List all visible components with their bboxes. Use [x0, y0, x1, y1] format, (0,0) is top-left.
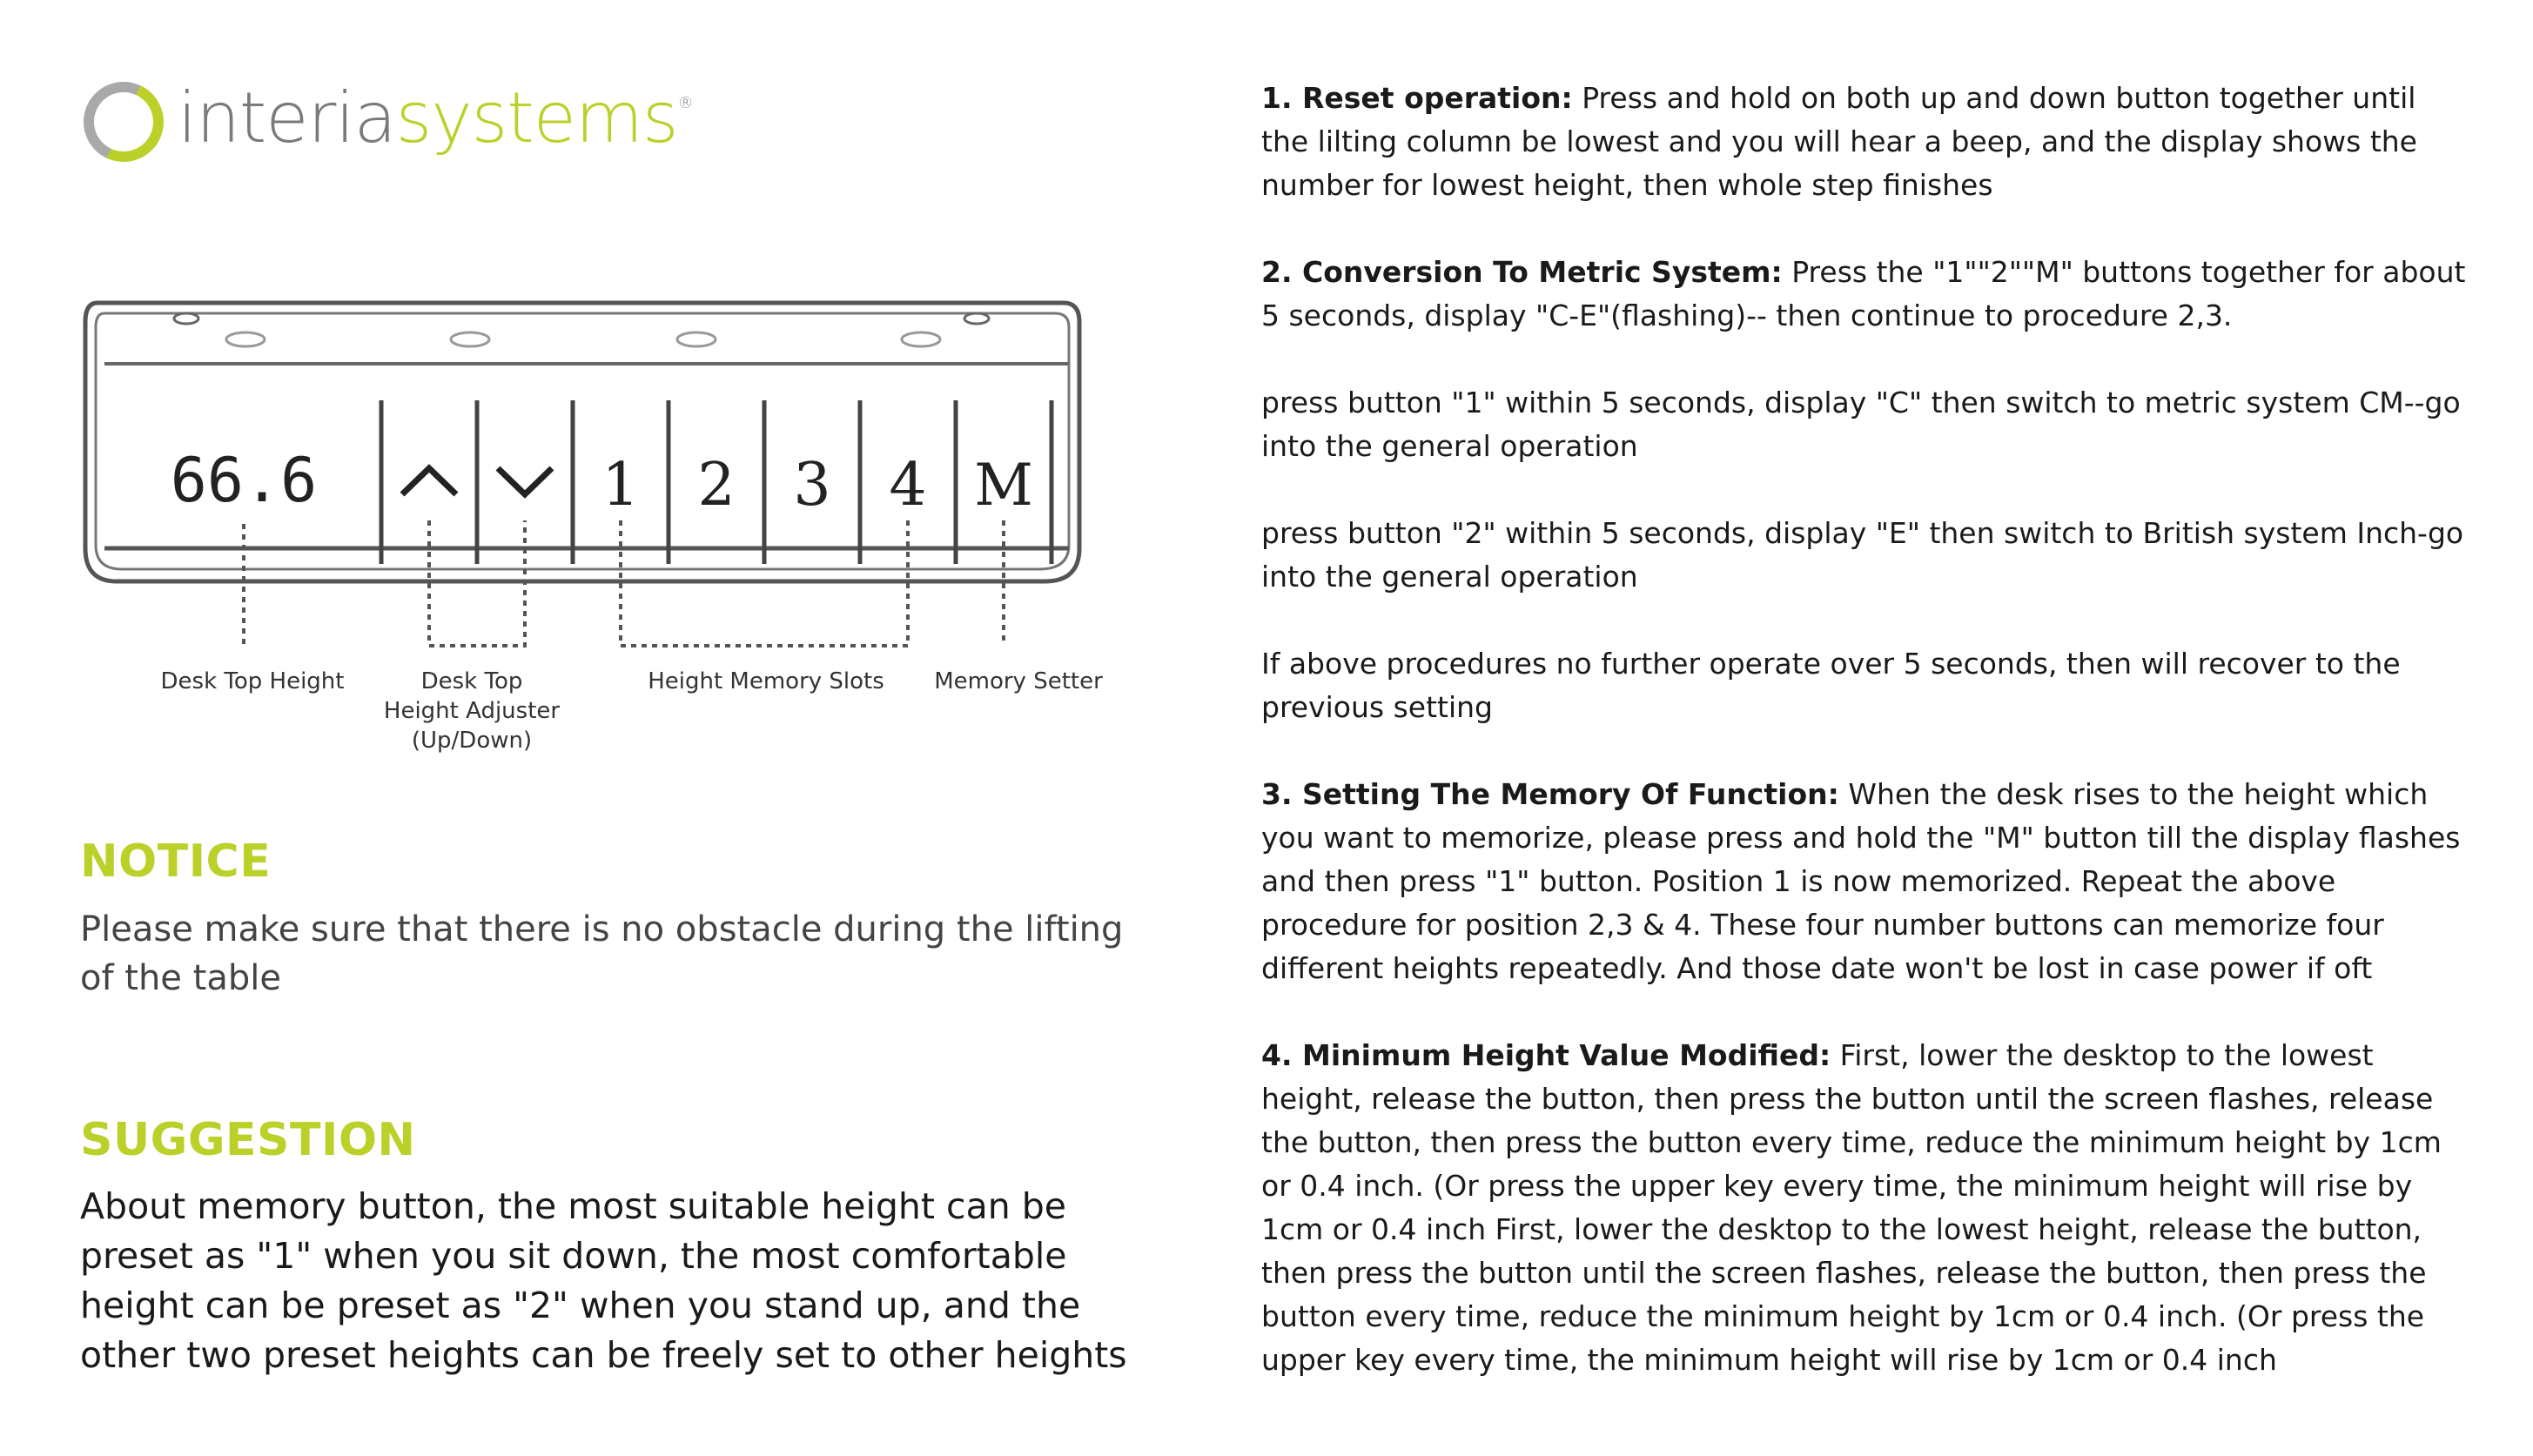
- instructions-column: [1261, 77, 2471, 1426]
- instruction-timeout: If above procedures no further operate over 5 seconds, then will recover to the previous setting: [1261, 647, 2401, 724]
- suggestion-title: SUGGESTION: [80, 1114, 416, 1166]
- height-display: 66.6: [170, 445, 318, 516]
- memory-2-button[interactable]: 2: [697, 451, 736, 520]
- notice-body: Please make sure that there is no obstacle during the lifting of the table: [80, 909, 1124, 998]
- instruction-british: press button "2" within 5 seconds, display "E" then switch to British system Inch-go into the general operation: [1261, 516, 2464, 594]
- notice-title: NOTICE: [80, 835, 272, 888]
- label-height-adjuster: Desk Top Height Adjuster (Up/Down): [383, 668, 561, 754]
- indicator-led-icon: [902, 332, 940, 346]
- logo-ring-icon: [72, 70, 175, 173]
- memory-4-button[interactable]: 4: [889, 451, 927, 520]
- label-desk-top-height: Desk Top Height: [160, 668, 345, 694]
- memory-1-button[interactable]: 1: [601, 451, 640, 520]
- company-logo: [80, 77, 693, 181]
- instruction-conversion: 2. Conversion To Metric System: Press the "1""2""M" buttons together for about 5 seconds, display "C-E"(flashing)-- then continue to procedure 2,3.: [1261, 255, 2466, 332]
- indicator-led-icon: [677, 332, 716, 346]
- instruction-memory: 3. Setting The Memory Of Function: When the desk rises to the height which you want to memorize, please press and hold the "M" button till the display flashes and then press "1" button. Position 1 is now memorized. Repeat the above procedure for position 2,3 & 4. These four number buttons can memorize four different heights repeatedly. And those date won't be lost in case power if oft: [1261, 777, 2461, 985]
- suggestion-body: About memory button, the most suitable height can be preset as "1" when you sit down, the most comfortable height can be preset as "2" when you stand up, and the other two preset heights can be freely set to other heights: [80, 1185, 1127, 1376]
- indicator-led-icon: [451, 332, 489, 346]
- label-memory-setter: Memory Setter: [934, 668, 1103, 694]
- logo-wordmark: interiasystems®: [178, 77, 693, 158]
- instruction-reset: 1. Reset operation: Press and hold on both up and down button together until the lilting column be lowest and you will hear a beep, and the display shows the number for lowest height, then whole step finishes: [1261, 81, 2417, 202]
- instruction-minimum-height: 4. Minimum Height Value Modified: First, lower the desktop to the lowest height, release the button, then press the button until the screen flashes, release the button, then press the button every time, reduce the minimum height by 1cm or 0.4 inch. (Or press the upper key every time, the minimum height will rise by 1cm or 0.4 inch First, lower the desktop to the lowest height, release the button, then press the button until the screen flashes, release the button, then press the button every time, reduce the minimum height by 1cm or 0.4 inch. (Or press the upper key every time, the minimum height will rise by 1cm or 0.4 inch: [1261, 1038, 2442, 1377]
- screw-hole-icon: [964, 313, 989, 324]
- screw-hole-icon: [174, 313, 198, 324]
- indicator-led-icon: [226, 332, 265, 346]
- memory-3-button[interactable]: 3: [793, 451, 831, 520]
- label-height-memory-slots: Height Memory Slots: [648, 668, 884, 694]
- instruction-metric: press button "1" within 5 seconds, display "C" then switch to metric system CM--go into the general operation: [1261, 386, 2461, 463]
- control-panel-diagram: [78, 287, 1123, 653]
- memory-set-button[interactable]: M: [974, 452, 1033, 519]
